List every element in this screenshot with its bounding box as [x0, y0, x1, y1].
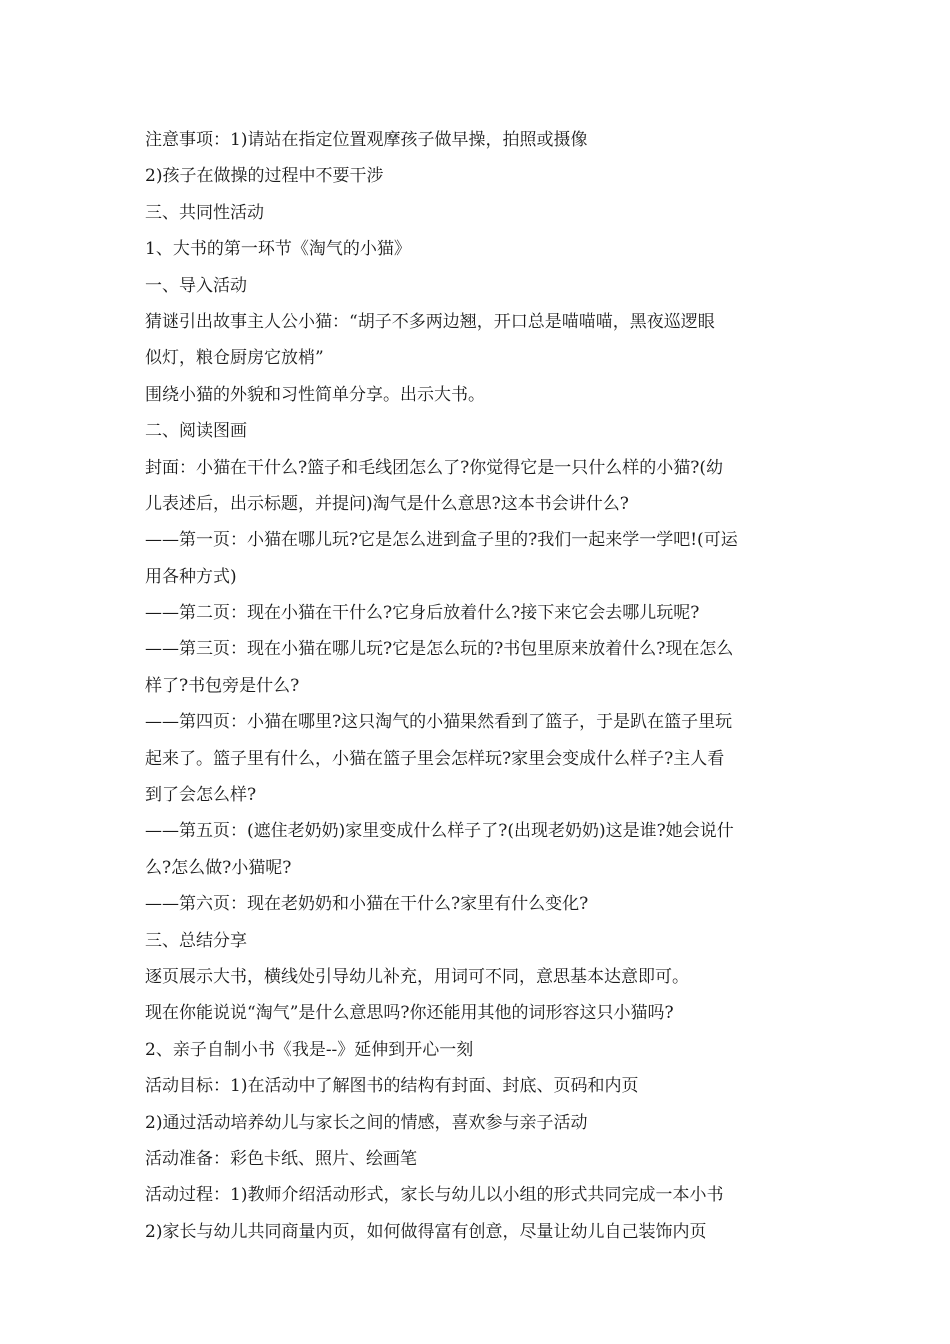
- text-line: ——第二页：现在小猫在干什么?它身后放着什么?接下来它会去哪儿玩呢?: [145, 603, 700, 624]
- section-heading: 三、共同性活动: [145, 202, 264, 223]
- text-line: ——第五页：(遮住老奶奶)家里变成什么样子了?(出现老奶奶)这是谁?她会说什: [145, 821, 734, 842]
- text-line: 逐页展示大书，横线处引导幼儿补充，用词可不同，意思基本达意即可。: [145, 966, 689, 987]
- text-line: 活动过程：1)教师介绍活动形式，家长与幼儿以小组的形式共同完成一本小书: [145, 1185, 724, 1206]
- subsection-heading: 1、大书的第一环节《淘气的小猫》: [145, 239, 411, 260]
- text-line: 样了?书包旁是什么?: [145, 675, 300, 696]
- text-line: 活动准备：彩色卡纸、照片、绘画笔: [145, 1148, 417, 1169]
- text-line: 似灯，粮仓厨房它放梢”: [145, 348, 324, 369]
- text-line: 活动目标：1)在活动中了解图书的结构有封面、封底、页码和内页: [145, 1076, 639, 1097]
- step-heading: 一、导入活动: [145, 275, 247, 296]
- text-line: 围绕小猫的外貌和习性简单分享。出示大书。: [145, 384, 485, 405]
- text-line: ——第六页：现在老奶奶和小猫在干什么?家里有什么变化?: [145, 894, 589, 915]
- text-line: 儿表述后，出示标题，并提问)淘气是什么意思?这本书会讲什么?: [145, 493, 629, 514]
- text-line: 注意事项：1)请站在指定位置观摩孩子做早操，拍照或摄像: [145, 130, 588, 150]
- text-line: 封面：小猫在干什么?篮子和毛线团怎么了?你觉得它是一只什么样的小猫?(幼: [145, 457, 723, 478]
- text-line: 现在你能说说“淘气”是什么意思吗?你还能用其他的词形容这只小猫吗?: [145, 1003, 674, 1024]
- step-heading: 二、阅读图画: [145, 421, 247, 442]
- text-line: 2)孩子在做操的过程中不要干涉: [145, 166, 384, 187]
- subsection-heading: 2、亲子自制小书《我是--》延伸到开心一刻: [145, 1039, 474, 1060]
- text-line: 2)家长与幼儿共同商量内页，如何做得富有创意，尽量让幼儿自己装饰内页: [145, 1221, 707, 1242]
- text-line: ——第四页：小猫在哪里?这只淘气的小猫果然看到了篮子，于是趴在篮子里玩: [145, 712, 733, 733]
- text-line: 2)通过活动培养幼儿与家长之间的情感，喜欢参与亲子活动: [145, 1112, 588, 1133]
- text-line: 用各种方式): [145, 566, 237, 587]
- text-line: 么?怎么做?小猫呢?: [145, 857, 292, 878]
- step-heading: 三、总结分享: [145, 930, 247, 951]
- text-line: 猜谜引出故事主人公小猫：“胡子不多两边翘，开口总是喵喵喵，黑夜巡逻眼: [145, 311, 715, 332]
- document-page: [145, 122, 813, 1250]
- text-line: 起来了。篮子里有什么，小猫在篮子里会怎样玩?家里会变成什么样子?主人看: [145, 748, 725, 769]
- text-line: ——第一页：小猫在哪儿玩?它是怎么进到盒子里的?我们一起来学一学吧!(可运: [145, 530, 738, 551]
- text-line: ——第三页：现在小猫在哪儿玩?它是怎么玩的?书包里原来放着什么?现在怎么: [145, 639, 734, 660]
- text-line: 到了会怎么样?: [145, 785, 257, 806]
